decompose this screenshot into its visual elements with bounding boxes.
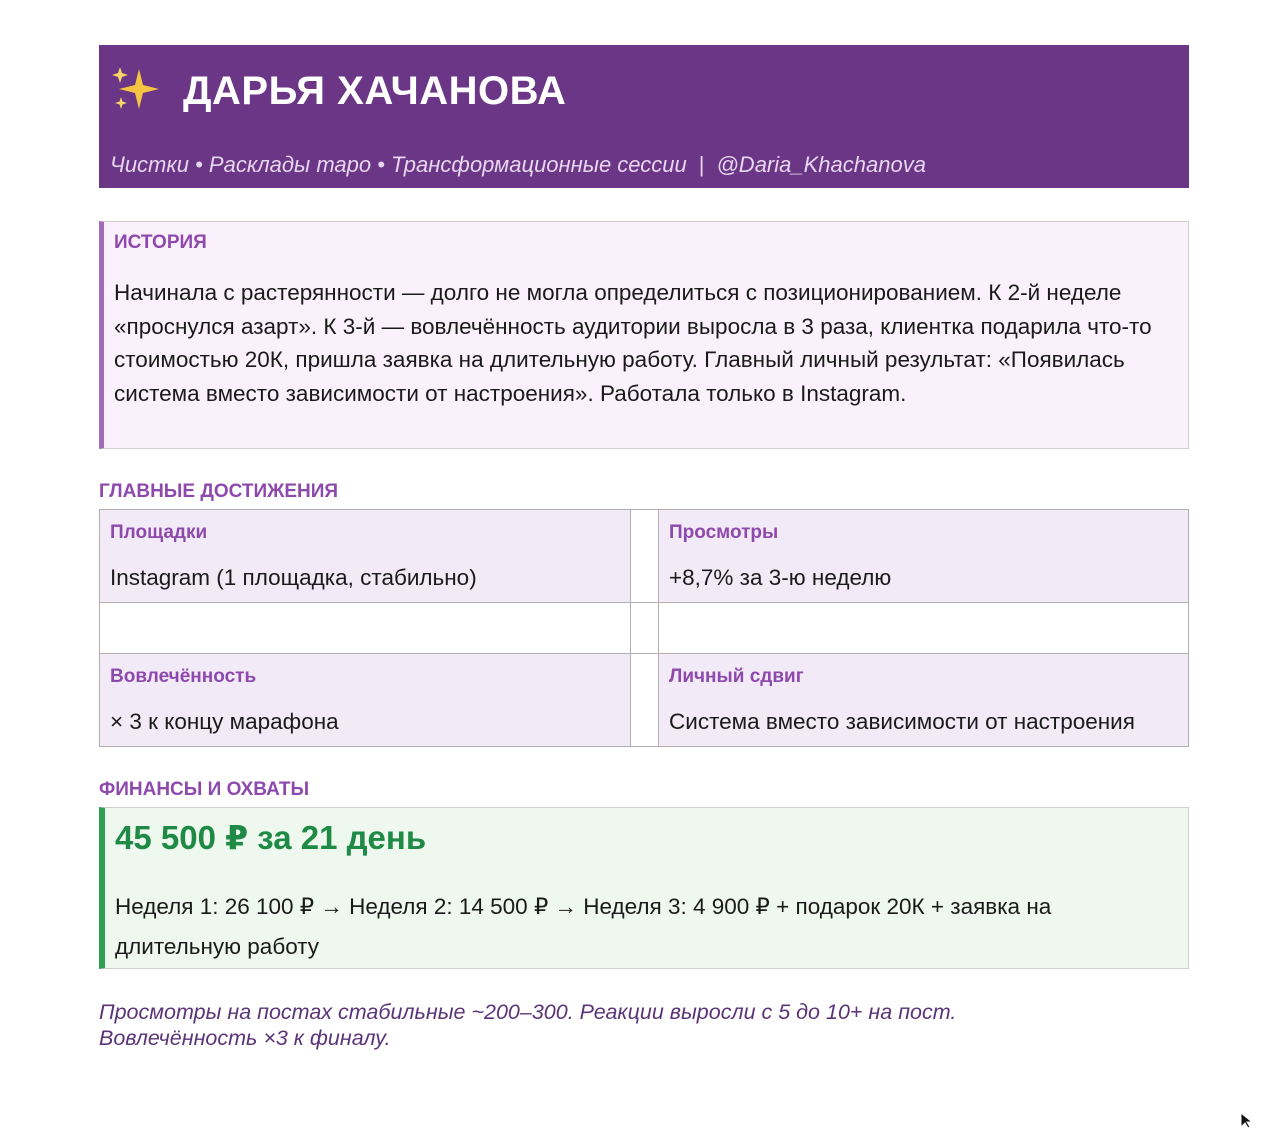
achievements-table — [99, 509, 1189, 747]
sparkles-icon — [109, 65, 161, 113]
services-text: Чистки • Расклады таро • Трансформационные сессии — [110, 152, 687, 177]
achievement-title: Личный сдвиг — [669, 666, 804, 687]
achievement-value: +8,7% за 3-ю неделю — [669, 565, 892, 590]
header-banner — [99, 45, 1189, 188]
history-label: ИСТОРИЯ — [114, 232, 207, 253]
achievement-title: Просмотры — [669, 522, 779, 543]
table-spacer-cell — [631, 654, 659, 746]
footnote-line-1: Просмотры на постах стабильные ~200–300. Реакции выросли с 5 до 10+ на пост. — [99, 1000, 957, 1024]
achievement-title: Вовлечённость — [110, 666, 257, 687]
finance-label: ФИНАНСЫ И ОХВАТЫ — [99, 779, 310, 800]
subtitle-separator: | — [698, 152, 705, 177]
footnote-line-2: Вовлечённость ×3 к финалу. — [99, 1026, 391, 1050]
table-spacer-cell — [659, 603, 1188, 654]
document-page — [99, 45, 1189, 1050]
achievements-label: ГЛАВНЫЕ ДОСТИЖЕНИЯ — [99, 481, 339, 502]
finance-details: Неделя 1: 26 100 ₽ → Неделя 2: 14 500 ₽ → Неделя 3: 4 900 ₽ + подарок 20К + заявка на длительную работу — [115, 894, 1052, 959]
finance-section — [99, 807, 1189, 969]
achievement-value: × 3 к концу марафона — [110, 709, 339, 734]
table-spacer-cell — [100, 603, 631, 654]
footnote — [99, 999, 1099, 1051]
history-section — [99, 221, 1189, 449]
achievement-cell-platforms — [100, 510, 631, 603]
achievement-cell-engagement — [100, 654, 631, 746]
social-handle: @Daria_Khachanova — [716, 152, 926, 177]
achievement-cell-views — [659, 510, 1188, 603]
table-spacer-cell — [631, 510, 659, 603]
page-title: ДАРЬЯ ХАЧАНОВА — [183, 69, 567, 113]
table-spacer-cell — [631, 603, 659, 654]
finance-total: 45 500 ₽ за 21 день — [115, 819, 427, 856]
achievement-cell-personal-shift — [659, 654, 1188, 746]
achievement-value: Instagram (1 площадка, стабильно) — [110, 565, 477, 590]
header-subtitle — [110, 151, 926, 179]
achievement-title: Площадки — [110, 522, 208, 543]
history-text: Начинала с растерянности — долго не могла определиться с позиционированием. К 2-й неделе «проснулся азарт». К 3-й — вовлечённость аудитории выросла в 3 раза, клиентка подарила что-то стоимостью 20К, пришла заявка на длительную работу. Главный личный результат: «Появилась система вместо зависимости от настроения». Работала только в Instagram. — [114, 280, 1152, 406]
achievement-value: Система вместо зависимости от настроения — [669, 709, 1135, 734]
mouse-cursor-icon — [1240, 1112, 1256, 1129]
